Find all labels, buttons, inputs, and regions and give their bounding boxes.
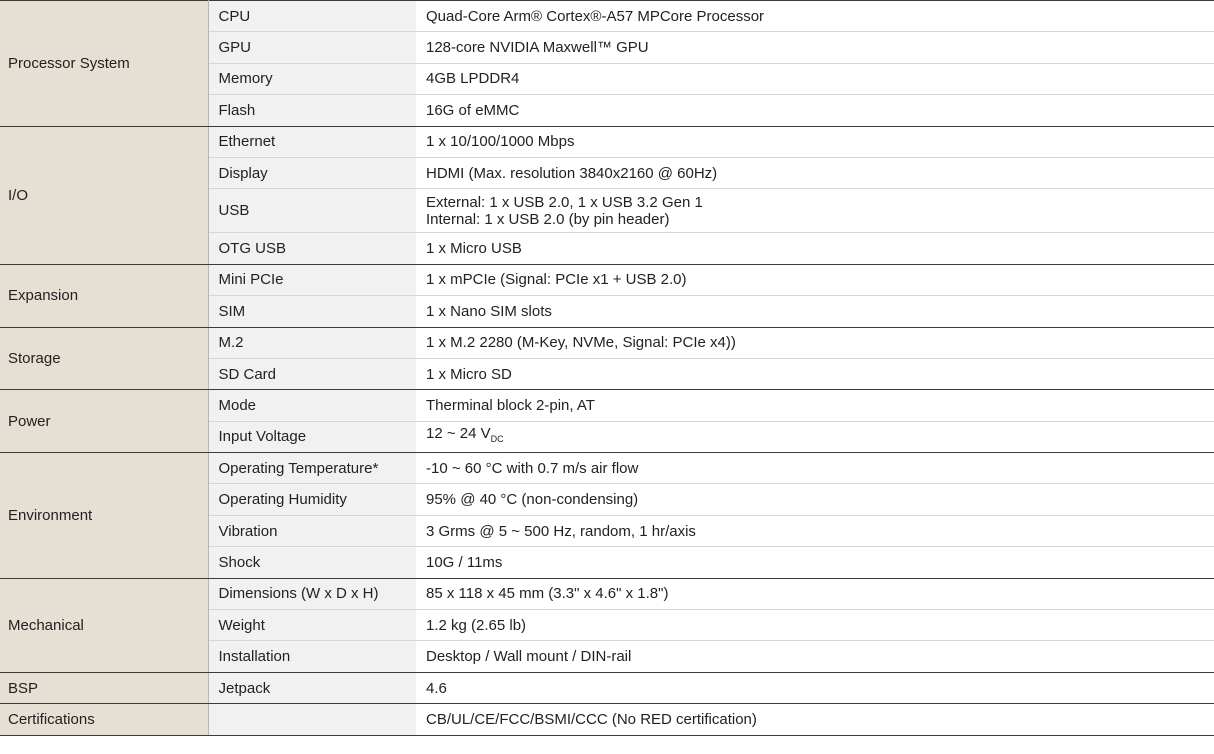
table-row (0, 126, 1214, 157)
table-row (0, 264, 1214, 295)
spec-item-value: 4GB LPDDR4 (416, 63, 1214, 94)
spec-item-value: HDMI (Max. resolution 3840x2160 @ 60Hz) (416, 157, 1214, 188)
category-cell: Storage (0, 327, 208, 390)
spec-value-line: External: 1 x USB 2.0, 1 x USB 3.2 Gen 1 (426, 193, 703, 211)
table-row (0, 578, 1214, 609)
spec-item-label: Dimensions (W x D x H) (208, 578, 416, 609)
spec-item-value: Therminal block 2-pin, AT (416, 390, 1214, 421)
spec-item-value: 85 x 118 x 45 mm (3.3" x 4.6" x 1.8") (416, 578, 1214, 609)
category-cell: Mechanical (0, 578, 208, 672)
spec-item-value: 1 x Micro USB (416, 233, 1214, 264)
spec-item-value: 1 x 10/100/1000 Mbps (416, 126, 1214, 157)
spec-item-label (208, 704, 416, 735)
spec-item-label: M.2 (208, 327, 416, 358)
spec-item-value (416, 421, 1214, 452)
category-cell: Certifications (0, 704, 208, 735)
table-row (0, 327, 1214, 358)
table-row (0, 453, 1214, 484)
category-cell: Power (0, 390, 208, 453)
spec-item-value: 95% @ 40 °C (non-condensing) (416, 484, 1214, 515)
table-row (0, 672, 1214, 703)
spec-item-value: Quad-Core Arm® Cortex®-A57 MPCore Processor (416, 1, 1214, 32)
spec-value-line: Internal: 1 x USB 2.0 (by pin header) (426, 210, 670, 228)
spec-item-label: Display (208, 157, 416, 188)
spec-value-subscript: DC (490, 434, 504, 445)
spec-item-value: CB/UL/CE/FCC/BSMI/CCC (No RED certification) (416, 704, 1214, 735)
category-cell: Expansion (0, 264, 208, 327)
spec-item-label: Mode (208, 390, 416, 421)
spec-item-value: Desktop / Wall mount / DIN-rail (416, 641, 1214, 672)
spec-item-label: Operating Humidity (208, 484, 416, 515)
spec-item-label: Input Voltage (208, 421, 416, 452)
category-cell: I/O (0, 126, 208, 264)
spec-item-label: Mini PCIe (208, 264, 416, 295)
spec-item-value: 3 Grms @ 5 ~ 500 Hz, random, 1 hr/axis (416, 515, 1214, 546)
category-cell: BSP (0, 672, 208, 703)
spec-item-value: -10 ~ 60 °C with 0.7 m/s air flow (416, 453, 1214, 484)
spec-item-label: Vibration (208, 515, 416, 546)
spec-item-label: Flash (208, 95, 416, 126)
spec-value-text: 12 ~ 24 V (426, 425, 491, 443)
spec-item-value: 128-core NVIDIA Maxwell™ GPU (416, 32, 1214, 63)
spec-item-label: CPU (208, 1, 416, 32)
spec-item-label: OTG USB (208, 233, 416, 264)
spec-table-body (0, 1, 1214, 736)
spec-item-label: Shock (208, 547, 416, 578)
spec-item-label: Jetpack (208, 672, 416, 703)
spec-item-label: USB (208, 189, 416, 233)
category-cell: Environment (0, 453, 208, 579)
spec-item-value: 10G / 11ms (416, 547, 1214, 578)
spec-item-label: GPU (208, 32, 416, 63)
table-row (0, 1, 1214, 32)
category-cell: Processor System (0, 1, 208, 127)
spec-item-label: Weight (208, 610, 416, 641)
spec-item-value: 1 x M.2 2280 (M-Key, NVMe, Signal: PCIe x4)) (416, 327, 1214, 358)
spec-item-label: Operating Temperature* (208, 453, 416, 484)
spec-item-label: Installation (208, 641, 416, 672)
spec-item-value: 1 x Nano SIM slots (416, 296, 1214, 327)
spec-item-label: SD Card (208, 358, 416, 389)
spec-item-value: 16G of eMMC (416, 95, 1214, 126)
spec-item-value: 4.6 (416, 672, 1214, 703)
table-row (0, 704, 1214, 735)
spec-item-value (416, 189, 1214, 233)
spec-item-label: Ethernet (208, 126, 416, 157)
spec-item-value: 1 x Micro SD (416, 358, 1214, 389)
table-row (0, 390, 1214, 421)
spec-item-label: SIM (208, 296, 416, 327)
spec-item-value: 1 x mPCIe (Signal: PCIe x1 + USB 2.0) (416, 264, 1214, 295)
spec-item-value: 1.2 kg (2.65 lb) (416, 610, 1214, 641)
spec-item-label: Memory (208, 63, 416, 94)
